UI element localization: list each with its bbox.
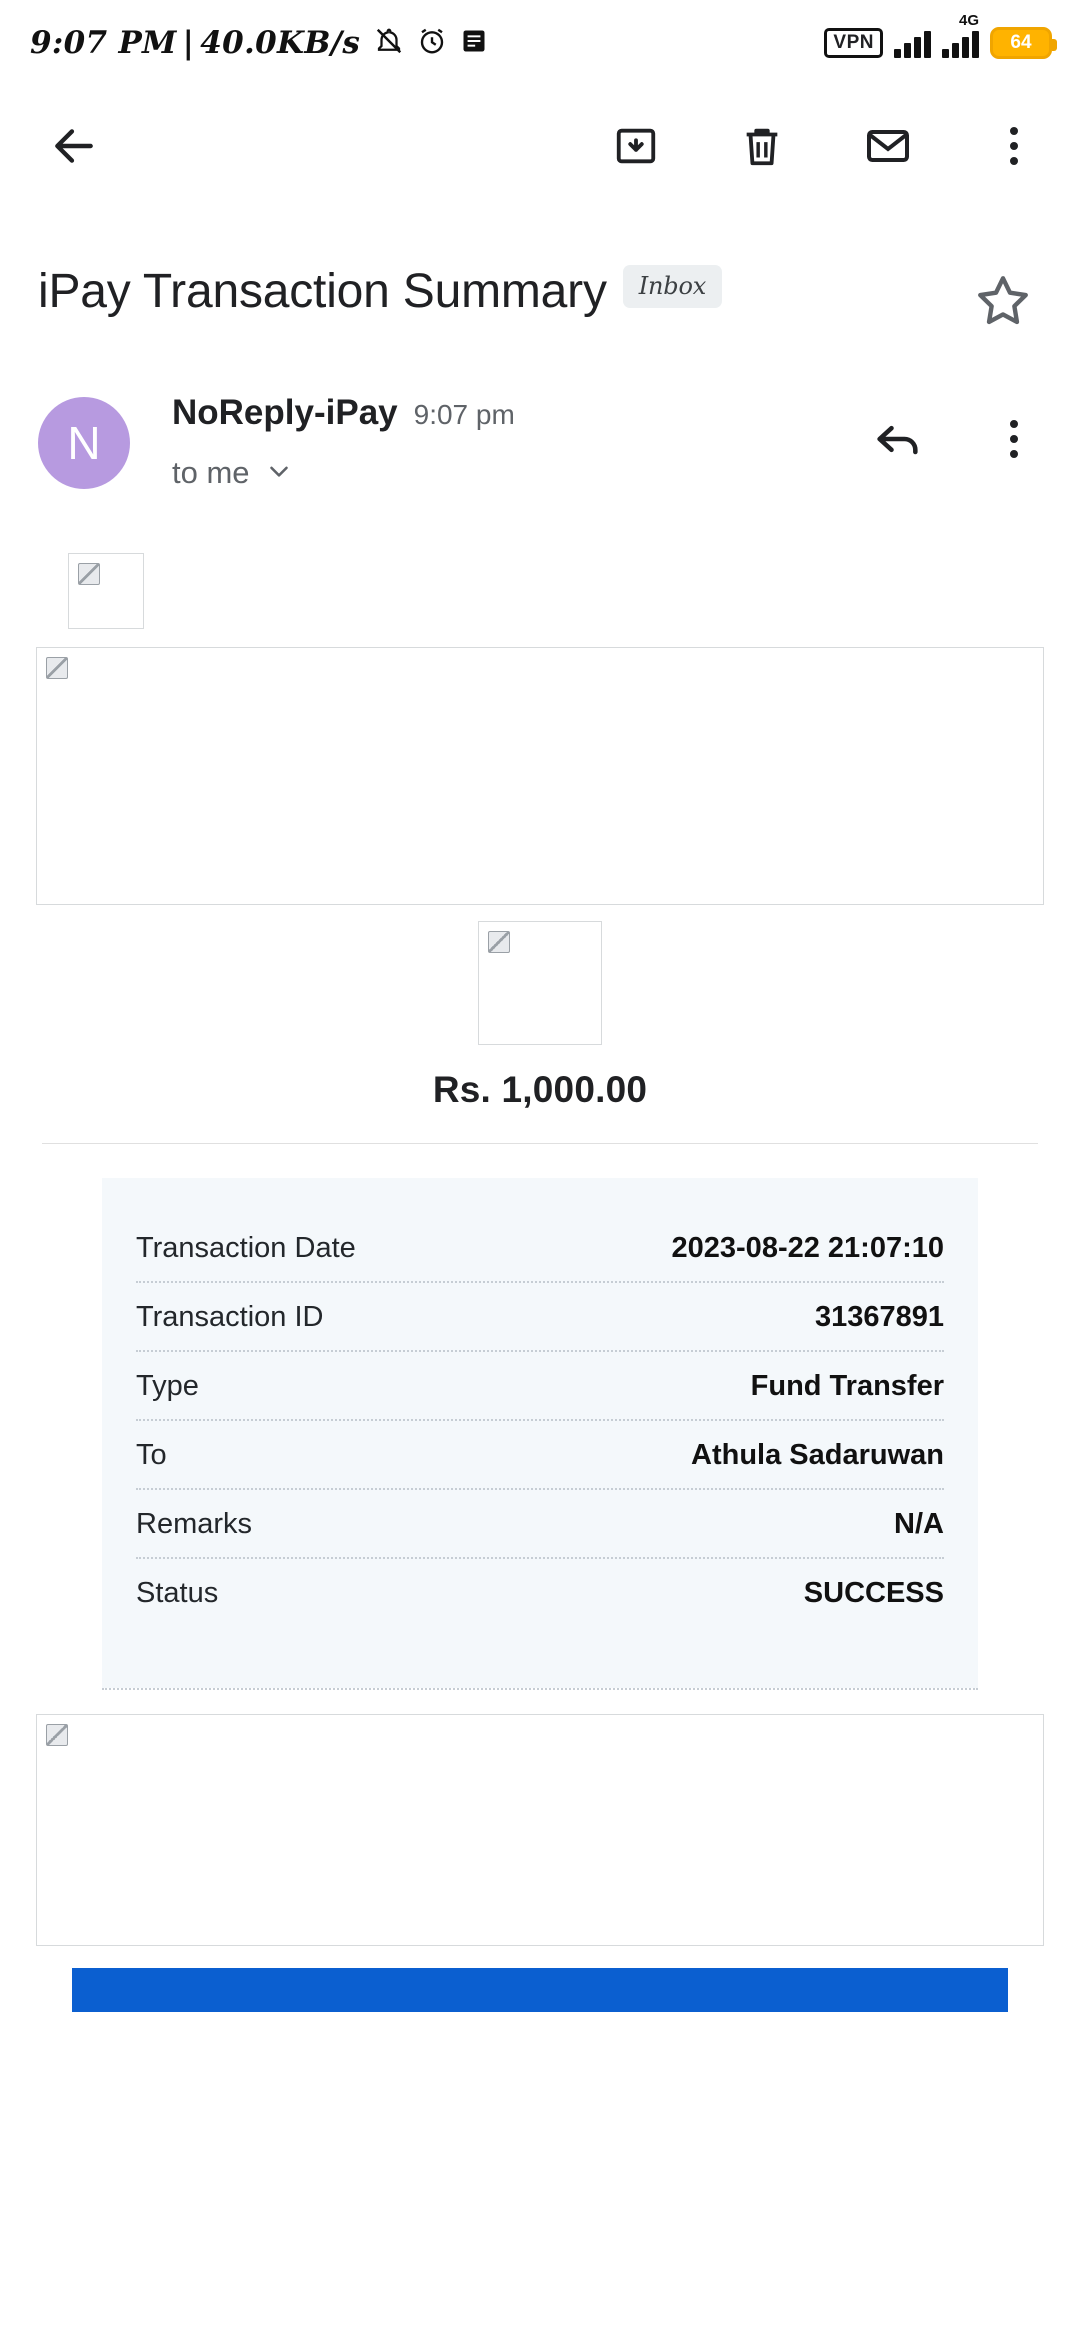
transaction-details-card <box>102 1178 978 1688</box>
detail-value: 2023-08-22 21:07:10 <box>671 1232 944 1264</box>
kebab-icon <box>1010 420 1018 458</box>
recipient-label: to me <box>172 455 250 490</box>
battery-icon: 64 <box>990 27 1052 59</box>
detail-value: SUCCESS <box>803 1577 944 1609</box>
broken-image-logo <box>478 921 602 1045</box>
chevron-down-icon <box>264 456 294 491</box>
table-row <box>136 1559 944 1626</box>
transaction-amount: Rs. 1,000.00 <box>432 1069 648 1110</box>
star-button[interactable] <box>972 270 1044 337</box>
sent-time: 9:07 pm <box>413 399 515 430</box>
detail-label: To <box>136 1439 167 1471</box>
table-row <box>136 1283 944 1352</box>
detail-value: N/A <box>894 1508 944 1540</box>
table-row <box>136 1352 944 1421</box>
status-bar <box>0 0 1080 86</box>
toolbar-actions <box>604 114 1046 178</box>
status-bar-left <box>30 25 488 61</box>
recipient-row[interactable] <box>172 455 866 491</box>
detail-value: Fund Transfer <box>750 1370 944 1402</box>
status-bar-right <box>824 12 1052 59</box>
detail-label: Type <box>136 1370 199 1402</box>
table-row <box>136 1490 944 1559</box>
subject-row <box>0 206 1080 337</box>
accent-bar <box>72 1968 1008 2012</box>
kebab-icon <box>1010 127 1018 165</box>
card-footer-divider <box>102 1688 978 1690</box>
broken-image-placeholder-top <box>68 553 144 629</box>
table-row <box>136 1214 944 1283</box>
table-row <box>136 1421 944 1490</box>
mute-icon <box>374 26 404 61</box>
delete-button[interactable] <box>730 114 794 178</box>
sender-info <box>130 393 866 491</box>
sender-name[interactable]: NoReply-iPay <box>172 393 398 432</box>
vpn-badge: VPN <box>824 28 883 58</box>
detail-label: Status <box>136 1577 219 1609</box>
back-button[interactable] <box>42 114 106 178</box>
detail-label: Transaction Date <box>136 1232 356 1264</box>
mark-unread-button[interactable] <box>856 114 920 178</box>
message-actions <box>866 407 1046 471</box>
detail-label: Remarks <box>136 1508 253 1540</box>
archive-button[interactable] <box>604 114 668 178</box>
amount-divider <box>42 1143 1038 1144</box>
broken-image-footer <box>36 1714 1044 1946</box>
status-notification-icons <box>374 26 488 61</box>
detail-label: Transaction ID <box>136 1301 324 1333</box>
signal-icon-2 <box>942 12 979 58</box>
more-options-button[interactable] <box>982 114 1046 178</box>
detail-value: Athula Sadaruwan <box>691 1439 944 1471</box>
subject-text: iPay Transaction Summary <box>38 265 607 318</box>
sender-name-row <box>172 393 866 433</box>
alarm-icon <box>417 26 447 61</box>
inbox-label-chip: Inbox <box>623 265 722 308</box>
reply-button[interactable] <box>866 407 930 471</box>
sender-row <box>0 337 1080 491</box>
page-title <box>38 264 972 321</box>
notes-icon <box>460 27 488 60</box>
status-time: 9:07 PM | 40.0KB/s <box>30 25 361 61</box>
email-body <box>0 553 1080 2012</box>
message-more-button[interactable] <box>982 407 1046 471</box>
signal-icon-1 <box>894 28 931 58</box>
app-toolbar <box>0 86 1080 206</box>
detail-value: 31367891 <box>814 1301 944 1333</box>
network-type-label: 4G <box>958 12 979 29</box>
avatar[interactable]: N <box>38 397 130 489</box>
broken-image-banner <box>36 647 1044 905</box>
